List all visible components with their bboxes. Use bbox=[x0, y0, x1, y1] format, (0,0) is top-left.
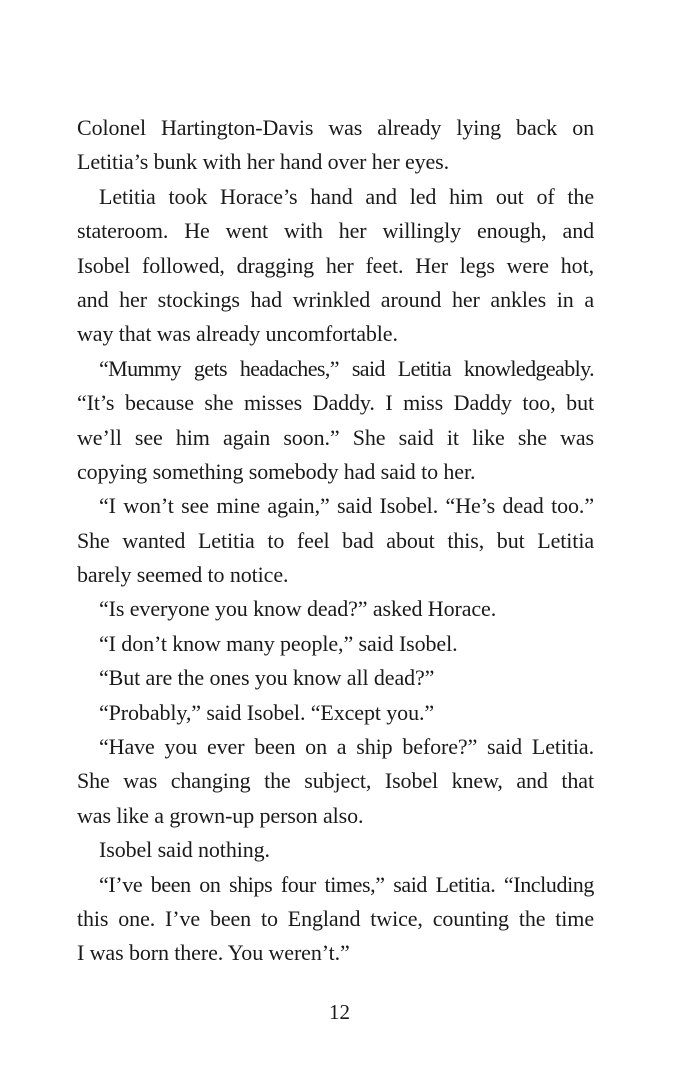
page-number: 12 bbox=[329, 1000, 350, 1024]
text-line: Letitia’s bunk with her hand over her eyes. bbox=[77, 149, 450, 175]
text-line: Isobel said nothing. bbox=[99, 837, 270, 863]
text-line: “Is everyone you know dead?” asked Horace. bbox=[99, 596, 497, 622]
text-line: Colonel Hartington-Davis was already lying back on bbox=[77, 115, 594, 140]
text-line: and her stockings had wrinkled around her ankles in a bbox=[77, 286, 594, 312]
text-line: stateroom. He went with her willingly enough, and bbox=[77, 218, 594, 244]
text-line: “Have you ever been on a ship before?” said Letitia. bbox=[99, 734, 594, 760]
text-line: “But are the ones you know all dead?” bbox=[99, 665, 435, 691]
text-line: I was born there. You weren’t.” bbox=[77, 940, 350, 966]
text-line: “Mummy gets headaches,” said Letitia knowledgeably. bbox=[99, 355, 594, 381]
text-line: was like a grown-up person also. bbox=[77, 802, 364, 828]
text-line: “It’s because she misses Daddy. I miss Daddy too, but bbox=[77, 390, 594, 416]
text-line: She was changing the subject, Isobel knew, and that bbox=[77, 768, 594, 794]
text-line: “I won’t see mine again,” said Isobel. “He’s dead too.” bbox=[99, 493, 594, 519]
text-line: She wanted Letitia to feel bad about this, but Letitia bbox=[77, 527, 594, 553]
body-text bbox=[77, 111, 594, 971]
text-line: way that was already uncomfortable. bbox=[77, 321, 398, 347]
text-line: “I’ve been on ships four times,” said Letitia. “Including bbox=[99, 871, 594, 897]
text-line: we’ll see him again soon.” She said it like she was bbox=[77, 424, 594, 450]
text-line: barely seemed to notice. bbox=[77, 562, 289, 588]
text-line: “I don’t know many people,” said Isobel. bbox=[99, 630, 458, 656]
text-line: Letitia took Horace’s hand and led him out of the bbox=[99, 183, 594, 209]
text-line: copying something somebody had said to her. bbox=[77, 458, 476, 484]
text-line: Isobel followed, dragging her feet. Her legs were hot, bbox=[77, 252, 594, 278]
text-line: this one. I’ve been to England twice, counting the time bbox=[77, 905, 594, 931]
text-line: “Probably,” said Isobel. “Except you.” bbox=[99, 699, 435, 725]
